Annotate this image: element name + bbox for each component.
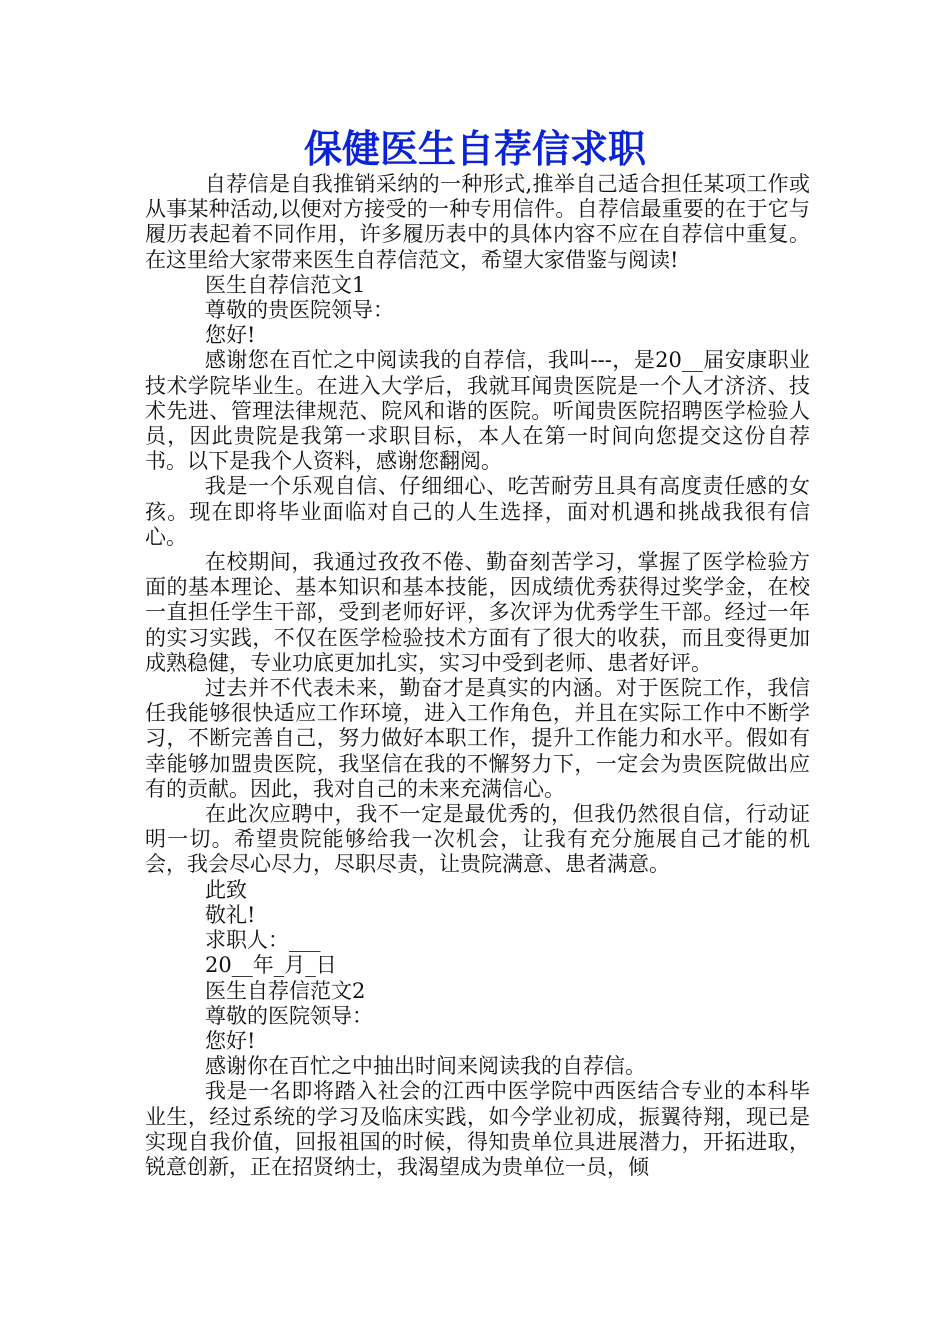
body-paragraph: 在此次应聘中，我不一定是最优秀的，但我仍然很自信，行动证明一切。希望贵院能够给我一次机会，让我有充分施展自己才能的机会，我会尽心尽力，尽职尽责，让贵院满意、患者满意。 [145,802,810,877]
body-paragraph: 我是一个乐观自信、仔细细心、吃苦耐劳且具有高度责任感的女孩。现在即将毕业面临对自己的人生选择，面对机遇和挑战我很有信心。 [145,474,810,549]
document-title: 保健医生自荐信求职 [303,126,646,171]
body-line: 感谢你在百忙之中抽出时间来阅读我的自荐信。 [205,1054,646,1079]
body-paragraph: 我是一名即将踏入社会的江西中医学院中西医结合专业的本科毕业生，经过系统的学习及临床实践，如今学业初成，振翼待翔，现已是实现自我价值，回报祖国的时候，得知贵单位具进展潜力，开拓进取，锐意创新，正在招贤纳士，我渴望成为贵单位一员，倾 [145,1079,810,1179]
body-line: 20__年_月_日 [205,953,337,978]
body-line: 此致 [205,877,247,902]
body-line: 求职人：___ [205,928,321,953]
body-line: 尊敬的贵医院领导： [205,298,394,323]
body-paragraph: 在校期间，我通过孜孜不倦、勤奋刻苦学习，掌握了医学检验方面的基本理论、基本知识和基本技能，因成绩优秀获得过奖学金，在校一直担任学生干部，受到老师好评，多次评为优秀学生干部。经过一年的实习实践，不仅在医学检验技术方面有了很大的收获，而且变得更加成熟稳健，专业功底更加扎实，实习中受到老师、患者好评。 [145,550,810,675]
body-line: 您好! [205,1028,256,1053]
body-line: 医生自荐信范文2 [205,978,366,1003]
document-body [145,172,810,1180]
body-paragraph: 过去并不代表未来，勤奋才是真实的内涵。对于医院工作，我信任我能够很快适应工作环境，进入工作角色，并且在实际工作中不断学习，不断完善自己，努力做好本职工作，提升工作能力和水平。假如有幸能够加盟贵医院，我坚信在我的不懈努力下，一定会为贵医院做出应有的贡献。因此，我对自己的未来充满信心。 [145,676,810,801]
body-line: 敬礼! [205,902,256,927]
body-paragraph: 感谢您在百忙之中阅读我的自荐信，我叫---，是20__届安康职业技术学院毕业生。在进入大学后，我就耳闻贵医院是一个人才济济、技术先进、管理法律规范、院风和谐的医院。听闻贵医院招聘医学检验人员，因此贵院是我第一求职目标，本人在第一时间向您提交这份自荐书。以下是我个人资料，感谢您翻阅。 [145,348,810,474]
body-line: 医生自荐信范文1 [205,272,366,297]
body-paragraph: 自荐信是自我推销采纳的一种形式,推举自己适合担任某项工作或从事某种活动,以便对方接受的一种专用信件。自荐信最重要的在于它与履历表起着不同作用，许多履历表中的具体内容不应在自荐信中重复。在这里给大家带来医生自荐信范文，希望大家借鉴与阅读! [145,172,810,272]
body-line: 您好! [205,323,256,348]
body-line: 尊敬的医院领导： [205,1003,373,1028]
